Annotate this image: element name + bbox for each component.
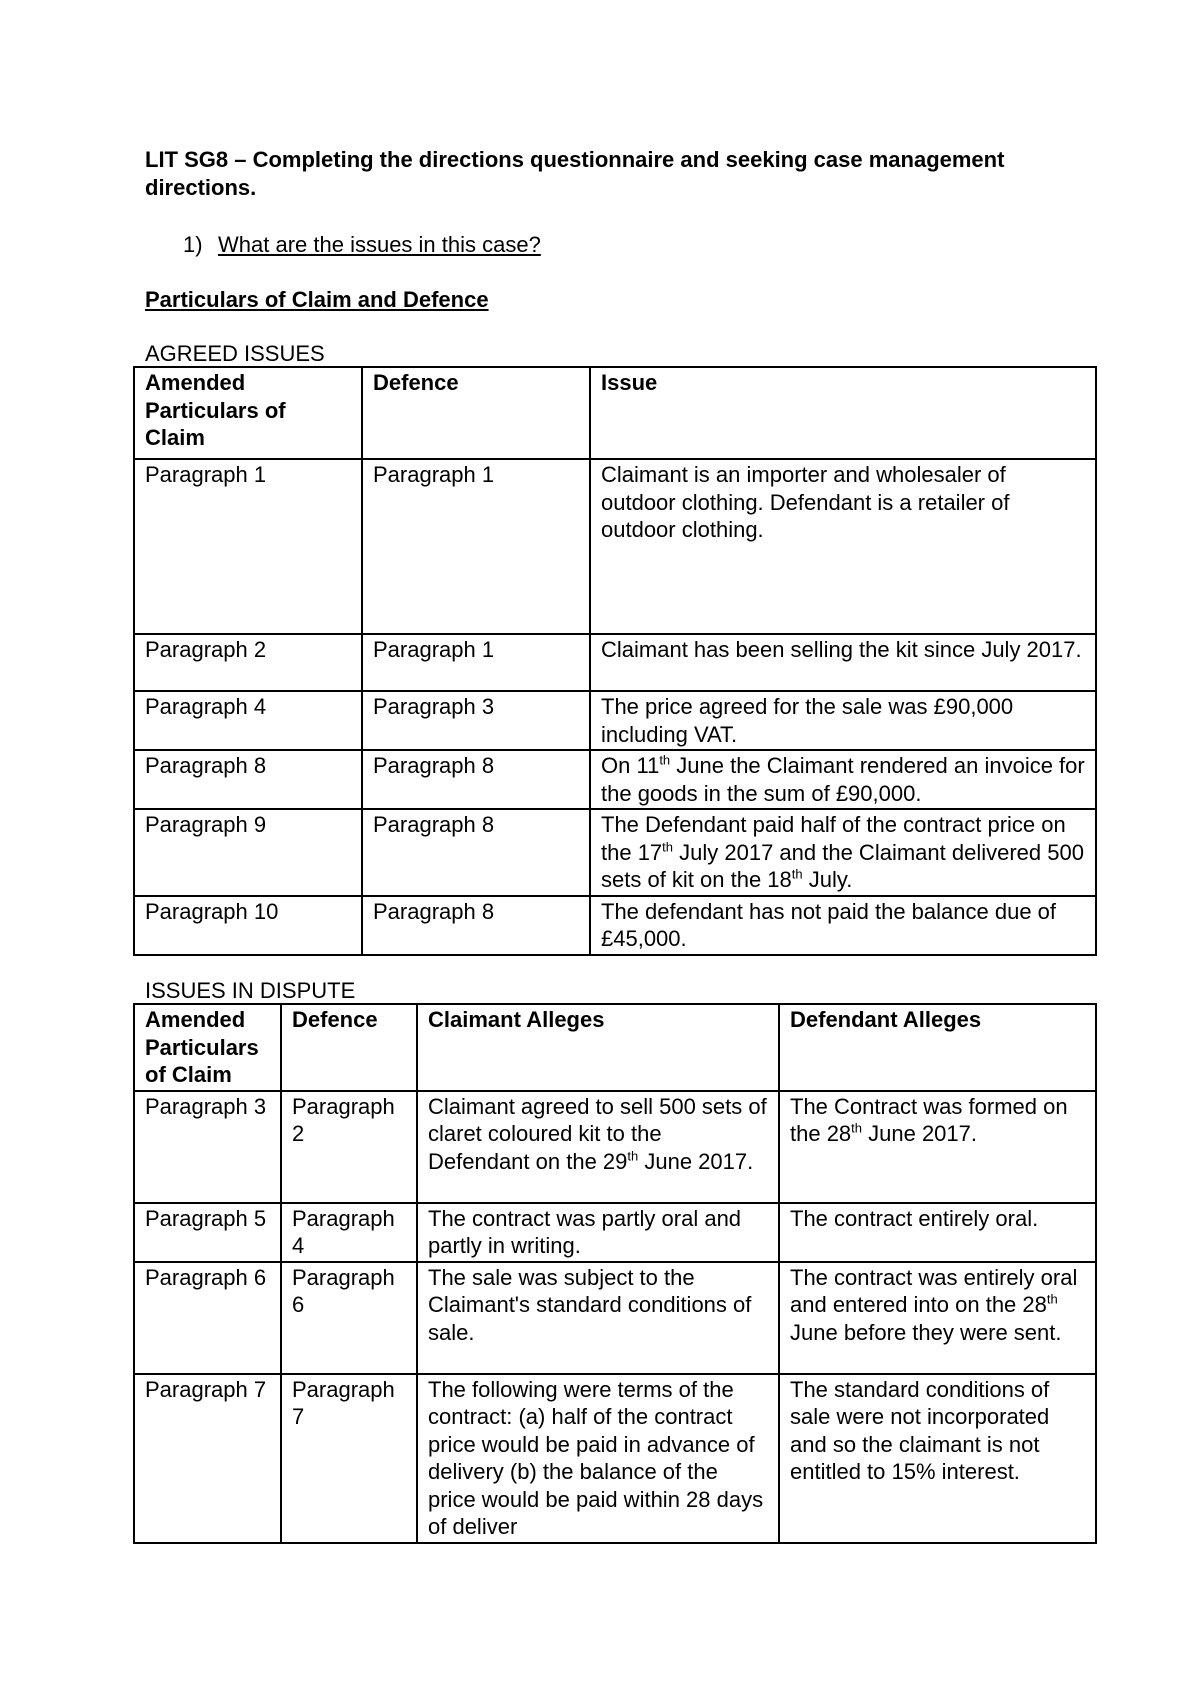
issues-in-dispute-heading: ISSUES IN DISPUTE	[145, 978, 356, 1003]
table-row	[134, 1091, 1096, 1203]
header-issue: Issue	[590, 367, 1096, 459]
header-defence: Defence	[281, 1004, 417, 1091]
table-row	[134, 1203, 1096, 1262]
cell-claim: Paragraph 2	[134, 634, 362, 691]
cell-defendant-alleges: The standard conditions of sale were not incorporated and so the claimant is not entitled to 15% interest.	[779, 1374, 1096, 1543]
cell-issue: Claimant has been selling the kit since July 2017.	[590, 634, 1096, 691]
cell-issue	[590, 750, 1096, 809]
issue-text: June the Claimant rendered an invoice for the goods in the sum of £90,000.	[601, 753, 1085, 806]
table-row	[134, 1262, 1096, 1374]
ordinal-suffix: th	[662, 839, 674, 855]
question-text: What are the issues in this case?	[218, 232, 541, 257]
cell-defence: Paragraph 8	[362, 809, 590, 896]
table-row	[134, 459, 1096, 634]
cell-issue: Claimant is an importer and wholesaler of outdoor clothing. Defendant is a retailer of outdoor clothing.	[590, 459, 1096, 634]
cell-claim: Paragraph 5	[134, 1203, 281, 1262]
cell-defence: Paragraph 8	[362, 750, 590, 809]
header-amended-particulars: Amended Particulars of Claim	[134, 1004, 281, 1091]
cell-defence: Paragraph 1	[362, 634, 590, 691]
cell-issue: The price agreed for the sale was £90,000 including VAT.	[590, 691, 1096, 750]
defendant-text: June 2017.	[862, 1121, 977, 1146]
ordinal-suffix: th	[1046, 1291, 1058, 1307]
defendant-text: The contract was entirely oral and entered into on the 28	[790, 1264, 1078, 1317]
cell-claim: Paragraph 10	[134, 896, 362, 955]
section-heading: Particulars of Claim and Defence	[145, 287, 489, 312]
table-header-row	[134, 1004, 1096, 1091]
header-defendant-alleges: Defendant Alleges	[779, 1004, 1096, 1091]
table-row	[134, 809, 1096, 896]
cell-claim: Paragraph 6	[134, 1262, 281, 1374]
ordinal-suffix: th	[627, 1148, 639, 1164]
cell-claim: Paragraph 4	[134, 691, 362, 750]
agreed-issues-table	[133, 366, 1097, 956]
header-amended-particulars: Amended Particulars of Claim	[134, 367, 362, 459]
issues-in-dispute-table	[133, 1003, 1097, 1544]
ordinal-suffix: th	[659, 752, 671, 768]
question-1	[183, 231, 541, 259]
cell-defendant-alleges: The contract entirely oral.	[779, 1203, 1096, 1262]
cell-claim: Paragraph 8	[134, 750, 362, 809]
issue-text: July 2017 and the Claimant delivered 500 sets of kit on the 18	[601, 839, 1084, 892]
cell-defence: Paragraph 4	[281, 1203, 417, 1262]
table-header-row	[134, 367, 1096, 459]
table-row	[134, 634, 1096, 691]
cell-issue: The defendant has not paid the balance due of £45,000.	[590, 896, 1096, 955]
question-number: 1)	[183, 232, 203, 257]
cell-defence: Paragraph 2	[281, 1091, 417, 1203]
cell-defence: Paragraph 1	[362, 459, 590, 634]
ordinal-suffix: th	[791, 866, 803, 882]
claimant-text: June 2017.	[638, 1148, 754, 1174]
cell-defendant-alleges	[779, 1262, 1096, 1374]
cell-claim: Paragraph 1	[134, 459, 362, 634]
cell-defendant-alleges	[779, 1091, 1096, 1203]
document-title: LIT SG8 – Completing the directions questionnaire and seeking case management directions.	[145, 147, 1005, 200]
table-row	[134, 691, 1096, 750]
cell-claimant-alleges: The following were terms of the contract: (a) half of the contract price would be paid in advance of delivery (b) the balance of the price would be paid within 28 days of deliver	[417, 1374, 779, 1543]
cell-defence: Paragraph 8	[362, 896, 590, 955]
cell-issue	[590, 809, 1096, 896]
ordinal-suffix: th	[851, 1120, 863, 1136]
table-row	[134, 750, 1096, 809]
cell-defence: Paragraph 3	[362, 691, 590, 750]
header-claimant-alleges: Claimant Alleges	[417, 1004, 779, 1091]
issue-text: On 11	[601, 753, 660, 778]
cell-claimant-alleges: The contract was partly oral and partly in writing.	[417, 1203, 779, 1262]
header-defence: Defence	[362, 367, 590, 459]
issue-text: The Defendant paid half of the contract price on the 17	[601, 812, 1066, 865]
table-row	[134, 1374, 1096, 1543]
cell-defence: Paragraph 6	[281, 1262, 417, 1374]
table-row	[134, 896, 1096, 955]
cell-defence: Paragraph 7	[281, 1374, 417, 1543]
cell-claimant-alleges: The sale was subject to the Claimant's standard conditions of sale.	[417, 1262, 779, 1374]
agreed-issues-heading: AGREED ISSUES	[145, 341, 325, 366]
cell-claimant-alleges	[417, 1091, 779, 1203]
claimant-text: Claimant agreed to sell 500 sets of claret coloured kit to the Defendant on the 29	[428, 1093, 767, 1174]
issue-text: July.	[802, 867, 853, 892]
defendant-text: The Contract was formed on the 28	[790, 1093, 1068, 1146]
defendant-text: June before they were sent.	[790, 1319, 1062, 1345]
cell-claim: Paragraph 3	[134, 1091, 281, 1203]
cell-claim: Paragraph 9	[134, 809, 362, 896]
cell-claim: Paragraph 7	[134, 1374, 281, 1543]
